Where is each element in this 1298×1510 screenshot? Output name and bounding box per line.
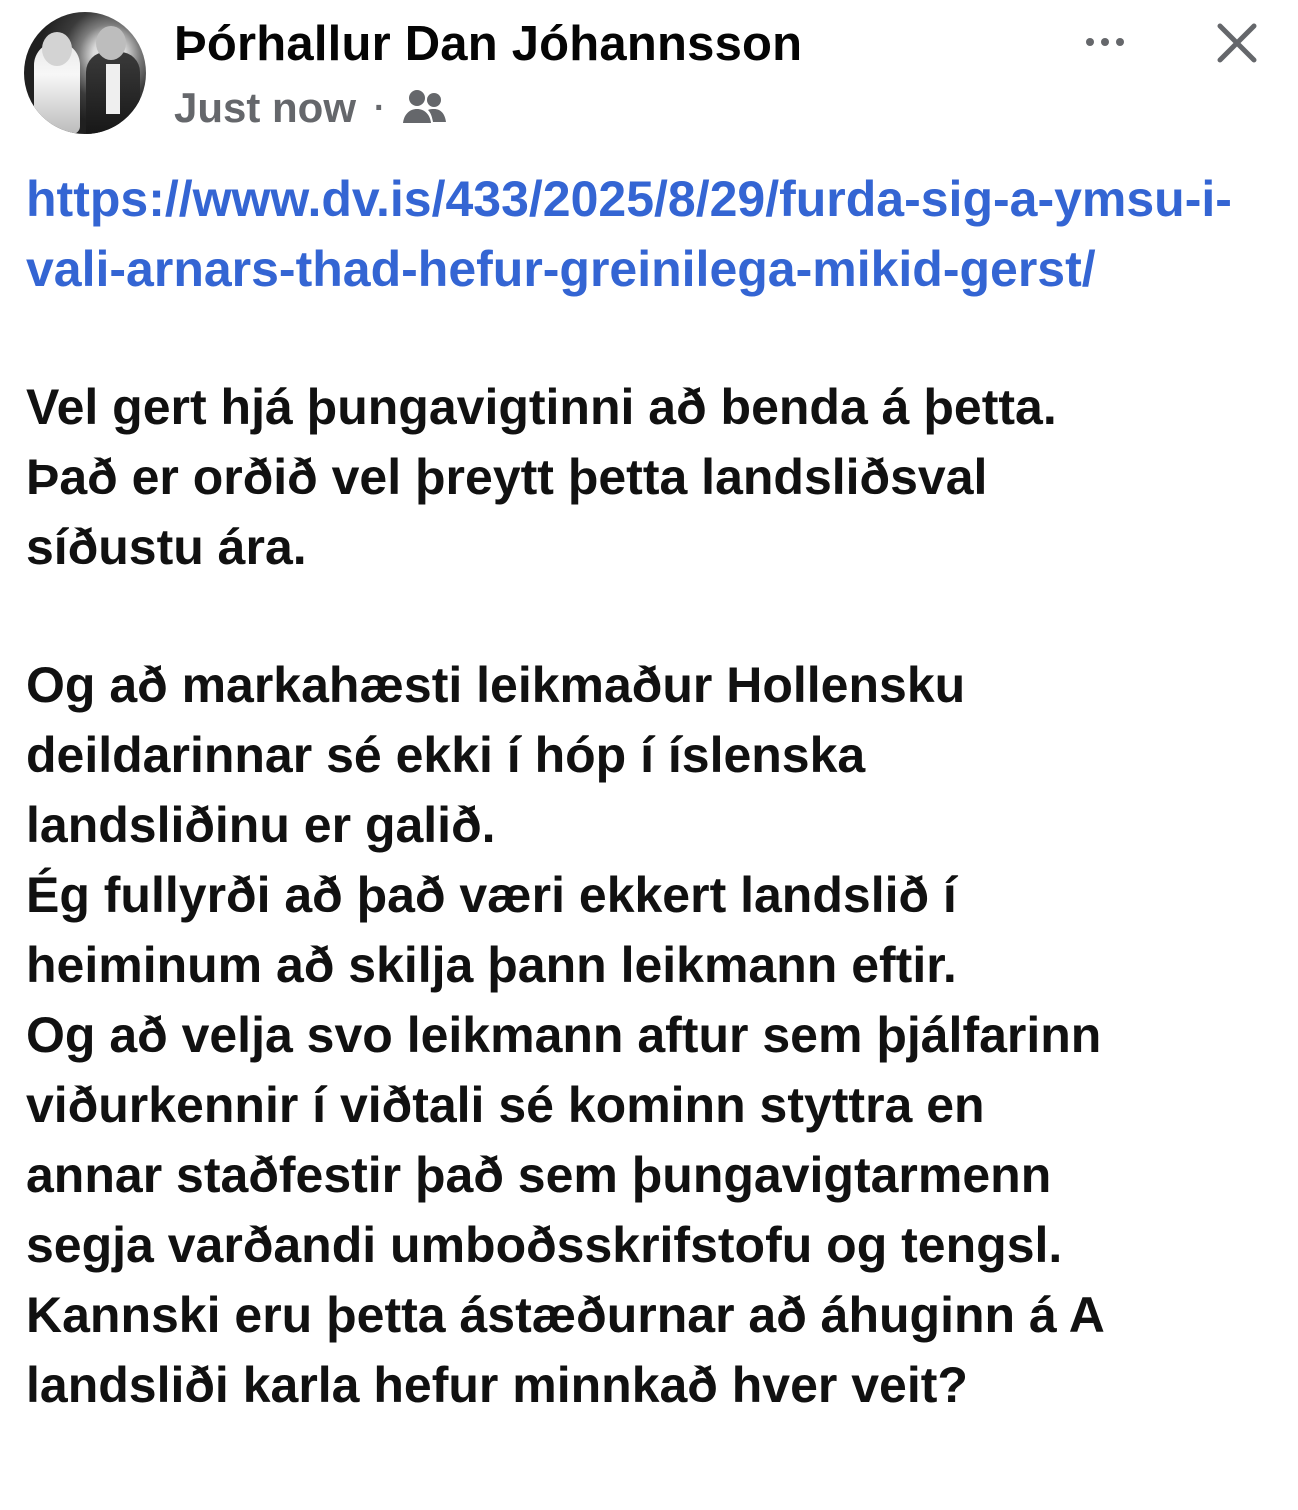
close-icon [1208, 14, 1266, 72]
avatar-person-right-head [96, 26, 126, 60]
post-meta [174, 82, 449, 134]
avatar[interactable] [24, 12, 146, 134]
meta-separator: · [374, 88, 386, 127]
friends-icon[interactable] [399, 87, 449, 129]
post-content [26, 164, 1274, 1420]
post-paragraph-2: Og að markahæsti leikmaður Hollensku deildarinnar sé ekki í hóp í íslenska landsliðinu er galið. Ég fullyrði að það væri ekkert landslið í heiminum að skilja þann leikmann eftir. Og að velja svo leikmann aftur sem þjálfarinn viðurkennir í viðtali sé kominn styttra en annar staðfestir það sem þungavigtarmenn segja varðandi umboðsskrifstofu og tengsl. Kannski eru þetta ástæðurnar að áhuginn á A landsliði karla hefur minnkað hver veit? [26, 657, 1105, 1413]
author-name[interactable]: Þórhallur Dan Jóhannsson [174, 17, 803, 71]
more-options-button[interactable] [1072, 20, 1138, 64]
close-button[interactable] [1208, 14, 1266, 72]
spacer [26, 582, 1274, 650]
more-options-icon [1072, 20, 1138, 64]
post-header [0, 0, 1298, 150]
timestamp[interactable]: Just now [174, 84, 357, 131]
article-link[interactable]: https://www.dv.is/433/2025/8/29/furda-sig-a-ymsu-i-vali-arnars-thad-hefur-greinilega-mikid-gerst/ [26, 171, 1232, 297]
spacer [26, 304, 1274, 372]
avatar-shirt [106, 64, 120, 114]
post-paragraph-1: Vel gert hjá þungavigtinni að benda á þetta. Það er orðið vel þreytt þetta landsliðsval síðustu ára. [26, 379, 1057, 575]
avatar-person-left-head [42, 32, 72, 66]
